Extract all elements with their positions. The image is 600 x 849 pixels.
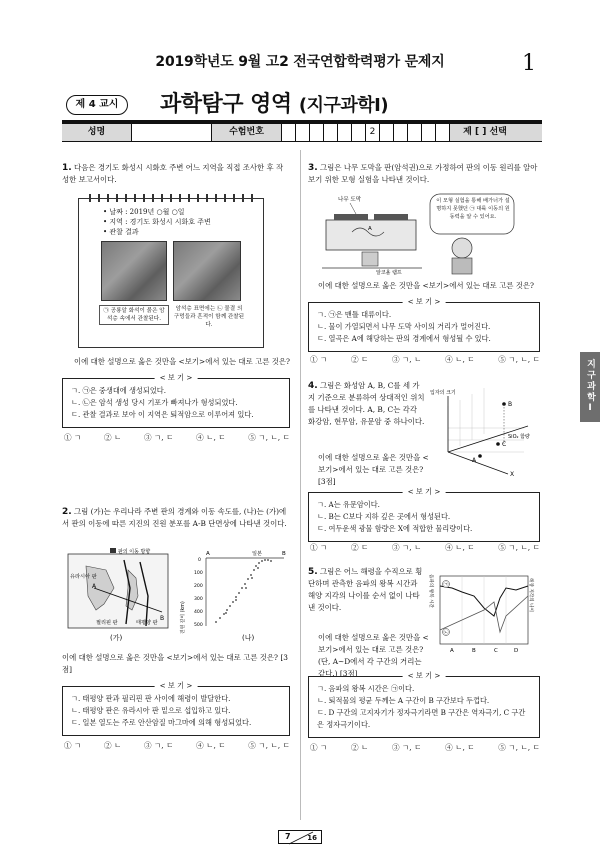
question-number: 1.: [62, 163, 72, 173]
photo-caption-a: ㉠ 공룡알 화석이 붉은 암석층 속에서 관찰된다.: [99, 305, 169, 325]
speech-text: 이 모형 실험을 통해 배가너가 설명하지 못했던 ㉠ 대륙 이동의 원동력을 알 수 있어요.: [436, 198, 510, 220]
bogi-item: ㄷ. 열곡은 A에 해당하는 판의 경계에서 형성될 수 있다.: [317, 334, 491, 343]
choice-5[interactable]: ⑤ ㄱ, ㄴ, ㄷ: [498, 743, 540, 752]
subject-side-tab: 지구과학Ⅰ: [580, 352, 600, 422]
question-3-choices: [310, 354, 540, 366]
page-number: 1: [522, 51, 536, 76]
choice-2[interactable]: ② ㄷ: [350, 543, 369, 552]
section-label-b: B: [282, 551, 286, 557]
dinosaur-egg-photo: [101, 241, 167, 301]
question-2-choices: [64, 740, 290, 752]
bogi-label: < 보 기 >: [403, 670, 446, 682]
section-label-japan: 일본: [252, 551, 263, 557]
wood-block-right: [374, 214, 408, 220]
label-right-axis: 해양 지각의 나이: [528, 578, 533, 612]
bogi-item: ㄱ. A는 유문암이다.: [317, 500, 380, 509]
question-4-stem: [308, 380, 426, 428]
question-2-bogi: [62, 681, 290, 736]
bogi-item: ㄷ. 일본 열도는 주로 안산암질 마그마에 의해 형성되었다.: [71, 718, 252, 727]
label-d: D: [514, 648, 519, 654]
label-c: C: [494, 648, 498, 654]
choice-2[interactable]: ② ㄴ: [103, 741, 122, 750]
question-text: 다음은 경기도 화성시 시화호 주변 어느 지역을 직접 조사한 후 작성한 보고서이다.: [62, 163, 284, 184]
choice-3[interactable]: ③ ㄱ, ㄷ: [391, 743, 422, 752]
ridge-profile-figure: [428, 572, 540, 656]
bogi-item: ㄴ. 태평양 판은 유라시아 판 밑으로 섭입하고 있다.: [71, 706, 231, 715]
scientist-body-icon: [452, 258, 472, 274]
question-number: 4.: [308, 381, 318, 391]
plate-figure: [66, 548, 292, 644]
choice-3[interactable]: ③ ㄱ, ㄷ: [143, 433, 174, 442]
choice-3[interactable]: ③ ㄱ, ㄴ: [391, 543, 422, 552]
id-box[interactable]: [394, 124, 408, 141]
bogi-item: ㄴ. B는 C보다 지하 깊은 곳에서 형성된다.: [317, 512, 451, 521]
alcohol-lamp-icon: [362, 252, 378, 266]
question-4-ask: 이에 대한 설명으로 옳은 것만을 <보기>에서 있는 대로 고른 것은? [3점]: [318, 453, 429, 486]
section-label-a: A: [206, 551, 210, 557]
map-label-b: B: [160, 615, 165, 622]
map-legend: 판의 이동 방향: [118, 549, 151, 555]
label-lamp: 알코올 램프: [376, 270, 402, 276]
question-1-choices: [64, 432, 290, 444]
id-box[interactable]: [296, 124, 310, 141]
choice-4[interactable]: ④ ㄴ, ㄷ: [445, 743, 475, 752]
question-5-bogi: [308, 671, 540, 738]
choice-3[interactable]: ③ ㄱ, ㄷ: [143, 741, 174, 750]
subject-sub: (지구과학Ⅰ): [298, 95, 389, 116]
map-label-philippine: 필리핀 판: [96, 620, 118, 626]
bogi-item: ㄱ. ㉠은 중생대에 생성되었다.: [71, 386, 166, 395]
subject-main: 과학탐구 영역: [160, 92, 292, 117]
bogi-item: ㄱ. 음파의 왕복 시간은 ㉠이다.: [317, 684, 415, 693]
bogi-label: < 보 기 >: [403, 486, 446, 498]
id-box[interactable]: [408, 124, 422, 141]
question-text: 그림은 화성암 A, B, C를 세 가지 기준으로 분류하여 상대적인 위치를 나타낸 것이다. A, B, C는 각각 화강암, 현무암, 유문암 중 하나이다.: [308, 381, 425, 426]
photo-caption-b: 암석층 표면에는 ㉡ 물결 의 구멍들과 흔적이 함께 관찰된다.: [173, 306, 245, 328]
bogi-item: ㄷ. 관찰 결과로 보아 이 지역은 퇴적암으로 이루어져 있다.: [71, 410, 254, 419]
label-p1: ㉠: [443, 582, 449, 588]
label-sio2: SiO₂ 함량: [508, 434, 530, 440]
question-number: 3.: [308, 163, 318, 173]
choice-1[interactable]: ① ㄱ: [310, 355, 328, 364]
label-c: C: [502, 441, 507, 448]
hypocenter-points: [215, 559, 272, 623]
question-number: 5.: [308, 567, 318, 577]
bogi-item: ㄴ. ㉡은 암석 생성 당시 기포가 빠져나가 형성되었다.: [71, 398, 238, 407]
bogi-item: ㄱ. 태평양 판과 필리핀 판 사이에 해령이 발달한다.: [71, 694, 231, 703]
choice-2[interactable]: ② ㄷ: [350, 355, 369, 364]
page-counter: [278, 830, 322, 844]
report-notebook: [78, 198, 264, 348]
choice-label: 제 [ ] 선택: [463, 127, 507, 137]
choice-4[interactable]: ④ ㄴ, ㄷ: [445, 543, 475, 552]
report-result: • 관찰 결과: [103, 228, 139, 236]
bogi-label: < 보 기 >: [155, 680, 198, 692]
question-4-choices: [310, 542, 540, 554]
question-5-choices: [310, 742, 540, 754]
question-1-stem: [62, 162, 288, 186]
choice-1[interactable]: ① ㄱ: [64, 433, 82, 442]
choice-1[interactable]: ① ㄱ: [64, 741, 82, 750]
id-box[interactable]: [282, 124, 296, 141]
question-1-bogi: [62, 373, 290, 428]
choice-4[interactable]: ④ ㄴ, ㄷ: [196, 433, 226, 442]
id-box[interactable]: [352, 124, 366, 141]
bogi-item: ㄷ. 여두운색 광물 함량은 X에 적합한 물리량이다.: [317, 524, 473, 533]
choice-1[interactable]: ① ㄱ: [310, 743, 328, 752]
bogi-item: ㄴ. 물이 가열되면서 나무 도막 사이의 거리가 멀어진다.: [317, 322, 491, 331]
question-1-ask: 이에 대한 설명으로 옳은 것만을 <보기>에서 있는 대로 고른 것은?: [74, 357, 290, 366]
bogi-label: < 보 기 >: [155, 372, 198, 384]
point-a: [478, 454, 482, 458]
question-text: 그림 (가)는 우리나라 주변 판의 경계와 이동 속도를, (나)는 (가)에서 판의 이동에 따른 지진의 진원 분포를 A-B 단면상에 나타낸 것이다.: [62, 507, 287, 528]
label-size: 입자의 크기: [430, 390, 456, 396]
id-label: 수험번호: [212, 124, 282, 141]
id-box[interactable]: [436, 124, 450, 141]
tick-label: 200: [194, 584, 203, 589]
choice-3[interactable]: ③ ㄱ, ㄴ: [391, 355, 422, 364]
rock-surface-photo: [173, 241, 241, 301]
label-b: B: [508, 401, 513, 408]
choice-5[interactable]: ⑤ ㄱ, ㄴ, ㄷ: [248, 433, 290, 442]
question-3-stem: [308, 162, 540, 186]
bogi-item: ㄱ. ㉠은 맨틀 대류이다.: [317, 310, 392, 319]
question-text: 그림은 나무 도막을 판(암석권)으로 가정하여 판의 이동 원리를 알아보기 위한 모형 실험을 나타낸 것이다.: [308, 163, 538, 184]
notebook-rings: [89, 194, 253, 202]
id-box[interactable]: [310, 124, 324, 141]
label-a: A: [472, 457, 477, 464]
id-box[interactable]: [380, 124, 394, 141]
report-date: • 날짜 : 2019년 ○월 ○일: [103, 208, 185, 216]
wood-block-left: [334, 214, 368, 220]
choice-1[interactable]: ① ㄱ: [310, 543, 328, 552]
page-footer: [0, 830, 600, 848]
choice-4[interactable]: ④ ㄴ, ㄷ: [445, 355, 475, 364]
question-3-ask: 이에 대한 설명으로 옳은 것만을 <보기>에서 있는 대로 고른 것은?: [318, 281, 534, 290]
bogi-item: ㄷ. D 구간의 고지자기가 정자극기라면 B 구간은 역자극기, C 구간은 정자극기이다.: [317, 708, 526, 729]
map-label-a: A: [92, 583, 97, 590]
choice-2[interactable]: ② ㄴ: [350, 743, 369, 752]
tick-label: 500: [194, 623, 203, 628]
label-a: A: [368, 226, 372, 232]
name-label: 성명: [62, 124, 132, 141]
grid-lines: [448, 388, 524, 452]
id-box[interactable]: [422, 124, 436, 141]
water-tank: [326, 220, 416, 250]
label-p2: ㉡: [443, 630, 449, 636]
scientist-head-icon: [452, 238, 472, 258]
map-label-pacific: 태평양 판: [136, 620, 158, 626]
exam-title: 2019학년도 9월 고2 전국연합학력평가 문제지: [155, 54, 445, 70]
label-x: X: [510, 471, 515, 478]
choice-5[interactable]: ⑤ ㄱ, ㄴ, ㄷ: [248, 741, 290, 750]
tick-label: 100: [194, 571, 203, 576]
question-2-ask: 이에 대한 설명으로 옳은 것만을 <보기>에서 있는 대로 고른 것은? [3점]: [62, 653, 288, 674]
question-text: 그림은 어느 해령을 수직으로 횡단하며 관측한 음파의 왕복 시간과 해양 지각의 나이를 순서 없이 나타낸 것이다.: [308, 567, 423, 612]
question-4-bogi: [308, 487, 540, 542]
plate-model-figure: [312, 192, 540, 276]
info-bar: [62, 124, 542, 142]
question-2-stem: [62, 506, 288, 530]
label-wood: 나무 도막: [338, 197, 362, 203]
figure-label-ga: (가): [110, 634, 123, 642]
map-frame: [68, 554, 168, 628]
choice-5[interactable]: ⑤ ㄱ, ㄴ, ㄷ: [498, 355, 540, 364]
column-divider: [300, 150, 301, 820]
legend-arrow-icon: [110, 548, 116, 553]
current-page: 7: [285, 832, 291, 841]
total-pages: 16: [307, 834, 317, 842]
question-number: 2.: [62, 507, 72, 517]
tick-label: 0: [198, 558, 201, 563]
figure-label-na: (나): [242, 634, 255, 642]
id-box[interactable]: [338, 124, 352, 141]
label-b: B: [472, 648, 476, 654]
bogi-item: ㄴ. 퇴적물의 평균 두께는 A 구간이 B 구간보다 두껍다.: [317, 696, 490, 705]
question-3-bogi: [308, 297, 540, 352]
choice-4[interactable]: ④ ㄴ, ㄷ: [196, 741, 226, 750]
tick-label: 400: [194, 610, 203, 615]
tick-label: 300: [194, 597, 203, 602]
id-digit: 2: [366, 124, 380, 141]
choice-5[interactable]: ⑤ ㄱ, ㄴ, ㄷ: [498, 543, 540, 552]
subject-title: [160, 88, 388, 122]
label-left-axis: 음파의 왕복 시간: [428, 574, 433, 608]
question-5-stem: [308, 566, 424, 614]
x-axis: [448, 452, 508, 474]
period-badge: 제 4 교시: [66, 95, 128, 115]
igneous-rock-3d-figure: [428, 386, 540, 478]
point-c: [496, 442, 500, 446]
map-label-eurasia: 유라시아 판: [70, 574, 97, 580]
question-5-ask: 이에 대한 설명으로 옳은 것만을 <보기>에서 있는 대로 고른 것은? (단, A~D에서 각 구간의 거리는 같다.) [3점]: [318, 633, 429, 678]
id-box[interactable]: [324, 124, 338, 141]
name-field[interactable]: [132, 124, 212, 141]
report-place: • 지역 : 경기도 화성시 시화호 주변: [103, 218, 211, 226]
depth-axis-label: 진원 깊이 (km): [181, 601, 186, 634]
choice-2[interactable]: ② ㄴ: [103, 433, 122, 442]
label-a: A: [450, 648, 454, 654]
bogi-label: < 보 기 >: [403, 296, 446, 308]
